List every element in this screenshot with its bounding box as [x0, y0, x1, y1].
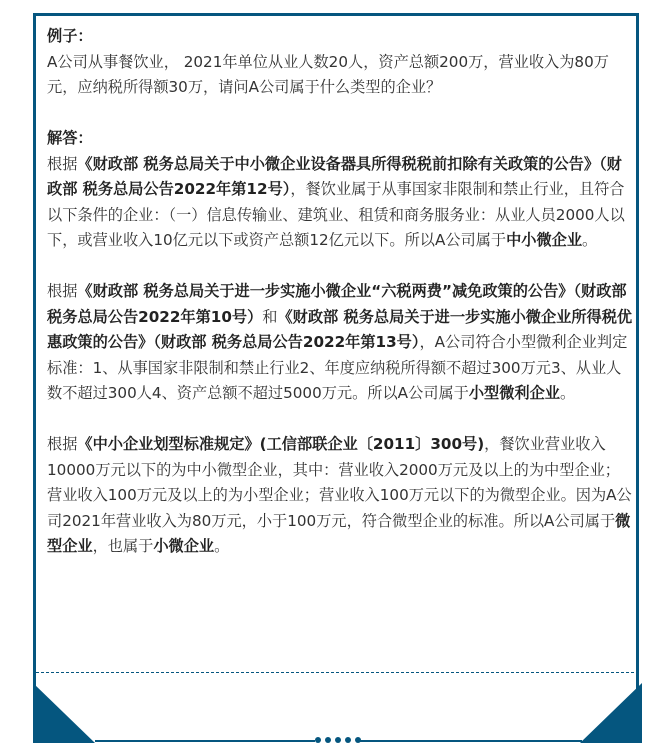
- dashed-divider: [36, 672, 639, 673]
- example-question: A公司从事餐饮业， 2021年单位从业人数20人，资产总额200万，营业收入为80万元，应纳税所得额30万，请问A公司属于什么类型的企业？: [47, 52, 609, 96]
- example-heading: 例子：: [47, 27, 93, 45]
- dot-icon: [315, 737, 321, 743]
- answer-paragraph-3: 根据《中小企业划型标准规定》(工信部联企业〔2011〕300号)，餐饮业营业收入10000万元以下的为中小微型企业，其中：营业收入2000万元及以上的为中型企业；营业收入100万元及以上的为小型企业；营业收入100万元以下的为微型企业。因为A公司2021年营业收入为80万元，小于100万元，符合微型企业的标准。所以A公司属于微型企业，也属于小微企业。: [47, 435, 632, 555]
- spacer: [47, 254, 633, 280]
- dot-icon: [325, 737, 331, 743]
- policy-citation: 《中小企业划型标准规定》(工信部联企业〔2011〕300号): [77, 435, 485, 453]
- dots-ornament: [315, 737, 361, 743]
- dot-icon: [355, 737, 361, 743]
- article-body: [47, 24, 633, 560]
- corner-triangle-right-icon: [579, 683, 643, 743]
- policy-citation: 《财政部 税务总局关于进一步实施小微企业“六税两费”减免政策的公告》（财政部 税务总局公告2022年第10号）: [47, 282, 627, 326]
- spacer: [47, 101, 633, 127]
- answer-heading: 解答：: [47, 129, 93, 147]
- bottom-rule-right: [360, 740, 582, 742]
- conclusion-label: 微型企业: [47, 511, 631, 555]
- answer-paragraph-2: 根据《财政部 税务总局关于进一步实施小微企业“六税两费”减免政策的公告》（财政部 税务总局公告2022年第10号）和《财政部 税务总局关于进一步实施小微企业所得税优惠政策的公告》（财政部 税务总局公告2022年第13号），A公司符合小型微利企业判定标准：1、从事国家非限制和禁止行业2、年度应纳税所得额不超过300万元3、从业人数不超过300人4、资产总额不超过5000万元。所以A公司属于小型微利企业。: [47, 282, 633, 402]
- policy-citation: 《财政部 税务总局关于中小微企业设备器具所得税税前扣除有关政策的公告》（财政部 税务总局公告2022年第12号）: [47, 154, 622, 198]
- conclusion-label: 小微企业: [153, 537, 215, 555]
- policy-citation: 《财政部 税务总局关于进一步实施小微企业所得税优惠政策的公告》（财政部 税务总局公告2022年第13号）: [47, 307, 633, 351]
- bottom-rule-left: [95, 740, 315, 742]
- corner-triangle-left-icon: [33, 683, 97, 743]
- answer-paragraph-1: 根据《财政部 税务总局关于中小微企业设备器具所得税税前扣除有关政策的公告》（财政部 税务总局公告2022年第12号），餐饮业属于从事国家非限制和禁止行业，且符合以下条件的企业：（一）信息传输业、建筑业、租赁和商务服务业：从业人员2000人以下，或营业收入10亿元以下或资产总额12亿元以下。所以A公司属于中小微企业。: [47, 154, 625, 249]
- dot-icon: [345, 737, 351, 743]
- spacer: [47, 407, 633, 433]
- dot-icon: [335, 737, 341, 743]
- conclusion-label: 小型微利企业: [468, 384, 560, 402]
- conclusion-label: 中小微企业: [506, 231, 583, 249]
